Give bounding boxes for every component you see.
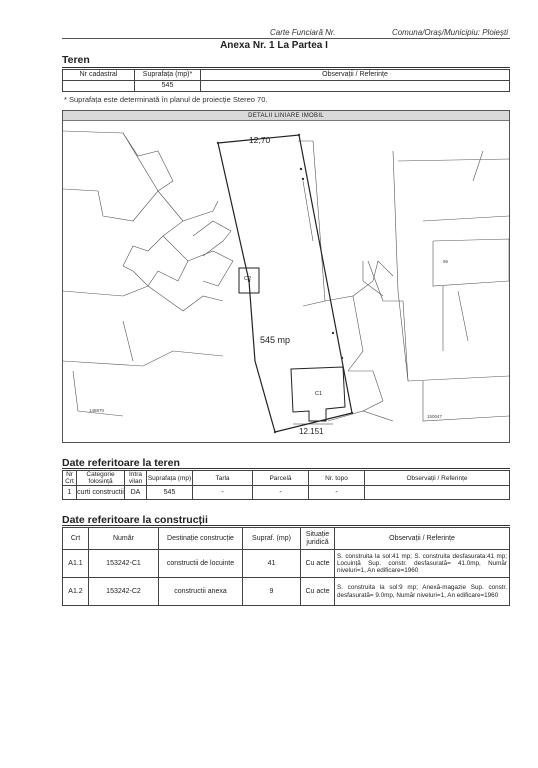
parcel-boundary <box>218 135 352 432</box>
cell-numar: 153242-C2 <box>89 578 159 606</box>
top-dimension-label: 12,70 <box>249 135 271 145</box>
col-intravilan: Intra vilan <box>125 471 147 486</box>
cell-suprafata: 545 <box>135 81 201 92</box>
table-row <box>63 81 510 92</box>
cell-nr-topo: - <box>309 486 365 500</box>
comuna-label: Comuna/Oraș/Municipiu: Ploiești <box>391 28 508 37</box>
cell-situatie: Cu acte <box>301 578 335 606</box>
col-tarla: Tarla <box>193 471 253 486</box>
cell-destinatie: constructii anexa <box>159 578 243 606</box>
col-nr-cadastral: Nr cadastral <box>63 70 135 81</box>
col-numar: Număr <box>89 528 159 550</box>
plan-header: DETALII LINIARE IMOBIL <box>63 111 509 121</box>
cell-observatii <box>201 81 510 92</box>
col-suprafata: Suprafața (mp)* <box>135 70 201 81</box>
table-row <box>63 550 510 578</box>
cell-numar: 153242-C1 <box>89 550 159 578</box>
c2-label: C2 <box>244 276 252 282</box>
cadastral-plan <box>62 110 510 443</box>
cell-crt: A1.1 <box>63 550 89 578</box>
col-parcela: Parcelă <box>253 471 309 486</box>
neighbour-right-label: 150047 <box>427 414 443 419</box>
cell-nr-cadastral <box>63 81 135 92</box>
cell-parcela: - <box>253 486 309 500</box>
teren-table <box>62 69 510 92</box>
cell-nr-crt: 1 <box>63 486 77 500</box>
document-header <box>62 28 510 38</box>
date-constructii-table <box>62 527 510 606</box>
cell-categorie: curti constructii <box>77 486 125 500</box>
header-divider <box>62 38 510 39</box>
cell-situatie: Cu acte <box>301 550 335 578</box>
table-header-row <box>63 528 510 550</box>
anexa-title: Anexa Nr. 1 La Partea I <box>220 40 328 51</box>
col-situatie: Situație juridică <box>301 528 335 550</box>
neighbour-left-label: 148870 <box>89 408 105 413</box>
carte-funciara-label: Carte Funciară Nr. <box>270 28 336 37</box>
col-suprafata: Supraf. (mp) <box>243 528 301 550</box>
cell-tarla: - <box>193 486 253 500</box>
bottom-dimension-label: 12.151 <box>299 427 324 436</box>
c1-label: C1 <box>315 391 323 397</box>
date-constructii-section-title: Date referitoare la construcții <box>62 514 208 526</box>
col-categorie: Categorie folosință <box>77 471 125 486</box>
col-observatii: Observații / Referințe <box>201 70 510 81</box>
cell-destinatie: constructii de locuinte <box>159 550 243 578</box>
col-nr-crt: Nr Crt <box>63 471 77 486</box>
suprafata-note: * Suprafața este determinată în planul de proiecție Stereo 70. <box>64 95 268 104</box>
neighbour-96-label: 96 <box>443 259 449 264</box>
col-observatii: Observații / Referințe <box>365 471 510 486</box>
cell-observatii: S. construita la sol:41 mp; S. construita desfasurata:41 mp; Locuință Sup. constr. desfasurată= 41.0mp, Număr niveluri=1, An edificare=1960 <box>335 550 510 578</box>
col-nr-topo: Nr. topo <box>309 471 365 486</box>
teren-section-rule <box>62 67 510 68</box>
col-suprafata: Suprafața (mp) <box>147 471 193 486</box>
cell-intravilan: DA <box>125 486 147 500</box>
table-header-row <box>63 471 510 486</box>
col-crt: Crt <box>63 528 89 550</box>
table-row <box>63 578 510 606</box>
cell-suprafata: 9 <box>243 578 301 606</box>
teren-section-title: Teren <box>62 54 90 66</box>
col-observatii: Observații / Referințe <box>335 528 510 550</box>
date-teren-section-rule <box>62 468 510 469</box>
date-teren-section-title: Date referitoare la teren <box>62 457 180 469</box>
table-header-row <box>63 70 510 81</box>
cell-observatii: S. construita la sol:9 mp; Anexă-magazie Sup. constr. desfasurată= 9.0mp, Număr niveluri=1, An edificare=1960 <box>335 578 510 606</box>
cell-observatii <box>365 486 510 500</box>
cell-suprafata: 545 <box>147 486 193 500</box>
col-destinatie: Destinație construcție <box>159 528 243 550</box>
plan-drawing <box>63 121 509 442</box>
table-row <box>63 486 510 500</box>
cell-suprafata: 41 <box>243 550 301 578</box>
area-label: 545 mp <box>260 335 291 345</box>
date-teren-table <box>62 470 510 500</box>
date-constructii-section-rule <box>62 525 510 526</box>
cell-crt: A1.2 <box>63 578 89 606</box>
